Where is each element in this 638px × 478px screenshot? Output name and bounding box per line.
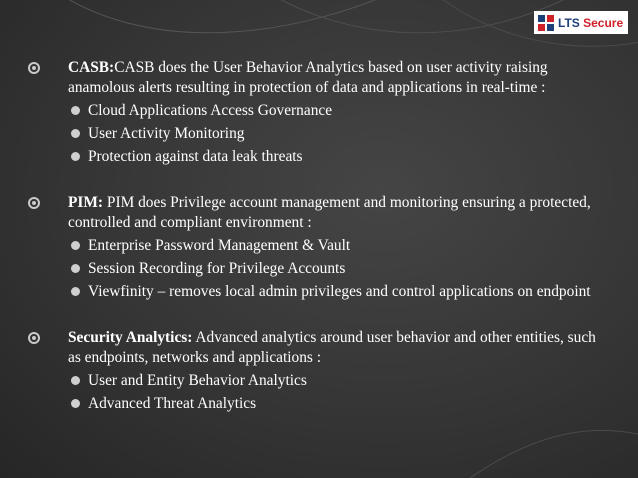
section-paragraph — [68, 328, 606, 368]
list-item: User Activity Monitoring — [68, 124, 606, 144]
list-item: Protection against data leak threats — [68, 147, 606, 167]
sub-bullet-list — [68, 236, 606, 302]
section-text: CASB does the User Behavior Analytics based on user activity raising anamolous alerts resulting in protection of data and applications in real-time : — [68, 59, 548, 96]
section-security-analytics — [26, 328, 606, 414]
dot-bullet-icon — [71, 264, 80, 273]
list-item: Cloud Applications Access Governance — [68, 101, 606, 121]
lts-secure-logo — [534, 11, 628, 34]
list-item: Session Recording for Privilege Accounts — [68, 259, 606, 279]
section-paragraph — [68, 58, 606, 98]
slide-content — [26, 58, 606, 417]
dot-bullet-icon — [71, 152, 80, 161]
circle-bullet-icon — [28, 332, 40, 344]
dot-bullet-icon — [71, 376, 80, 385]
section-paragraph — [68, 193, 606, 233]
section-casb — [26, 58, 606, 167]
section-heading: CASB: — [68, 59, 115, 76]
dot-bullet-icon — [71, 287, 80, 296]
section-heading: PIM: — [68, 194, 104, 211]
list-item: Advanced Threat Analytics — [68, 394, 606, 414]
list-item: Enterprise Password Management & Vault — [68, 236, 606, 256]
logo-text: LTS Secure — [558, 15, 624, 30]
circle-bullet-icon — [28, 62, 40, 74]
dot-bullet-icon — [71, 241, 80, 250]
section-text: Advanced analytics around user behavior and other entities, such as endpoints, networks and applications : — [68, 329, 596, 366]
section-heading: Security Analytics: — [68, 329, 193, 346]
circle-bullet-icon — [28, 197, 40, 209]
dot-bullet-icon — [71, 106, 80, 115]
dot-bullet-icon — [71, 399, 80, 408]
section-pim — [26, 193, 606, 302]
sub-bullet-list — [68, 371, 606, 414]
dot-bullet-icon — [71, 129, 80, 138]
section-text: PIM does Privilege account management and monitoring ensuring a protected, controlled and compliant environment : — [68, 194, 591, 231]
list-item: User and Entity Behavior Analytics — [68, 371, 606, 391]
list-item: Viewfinity – removes local admin privileges and control applications on endpoint — [68, 282, 606, 302]
logo-grid-icon — [538, 15, 554, 31]
sub-bullet-list — [68, 101, 606, 167]
